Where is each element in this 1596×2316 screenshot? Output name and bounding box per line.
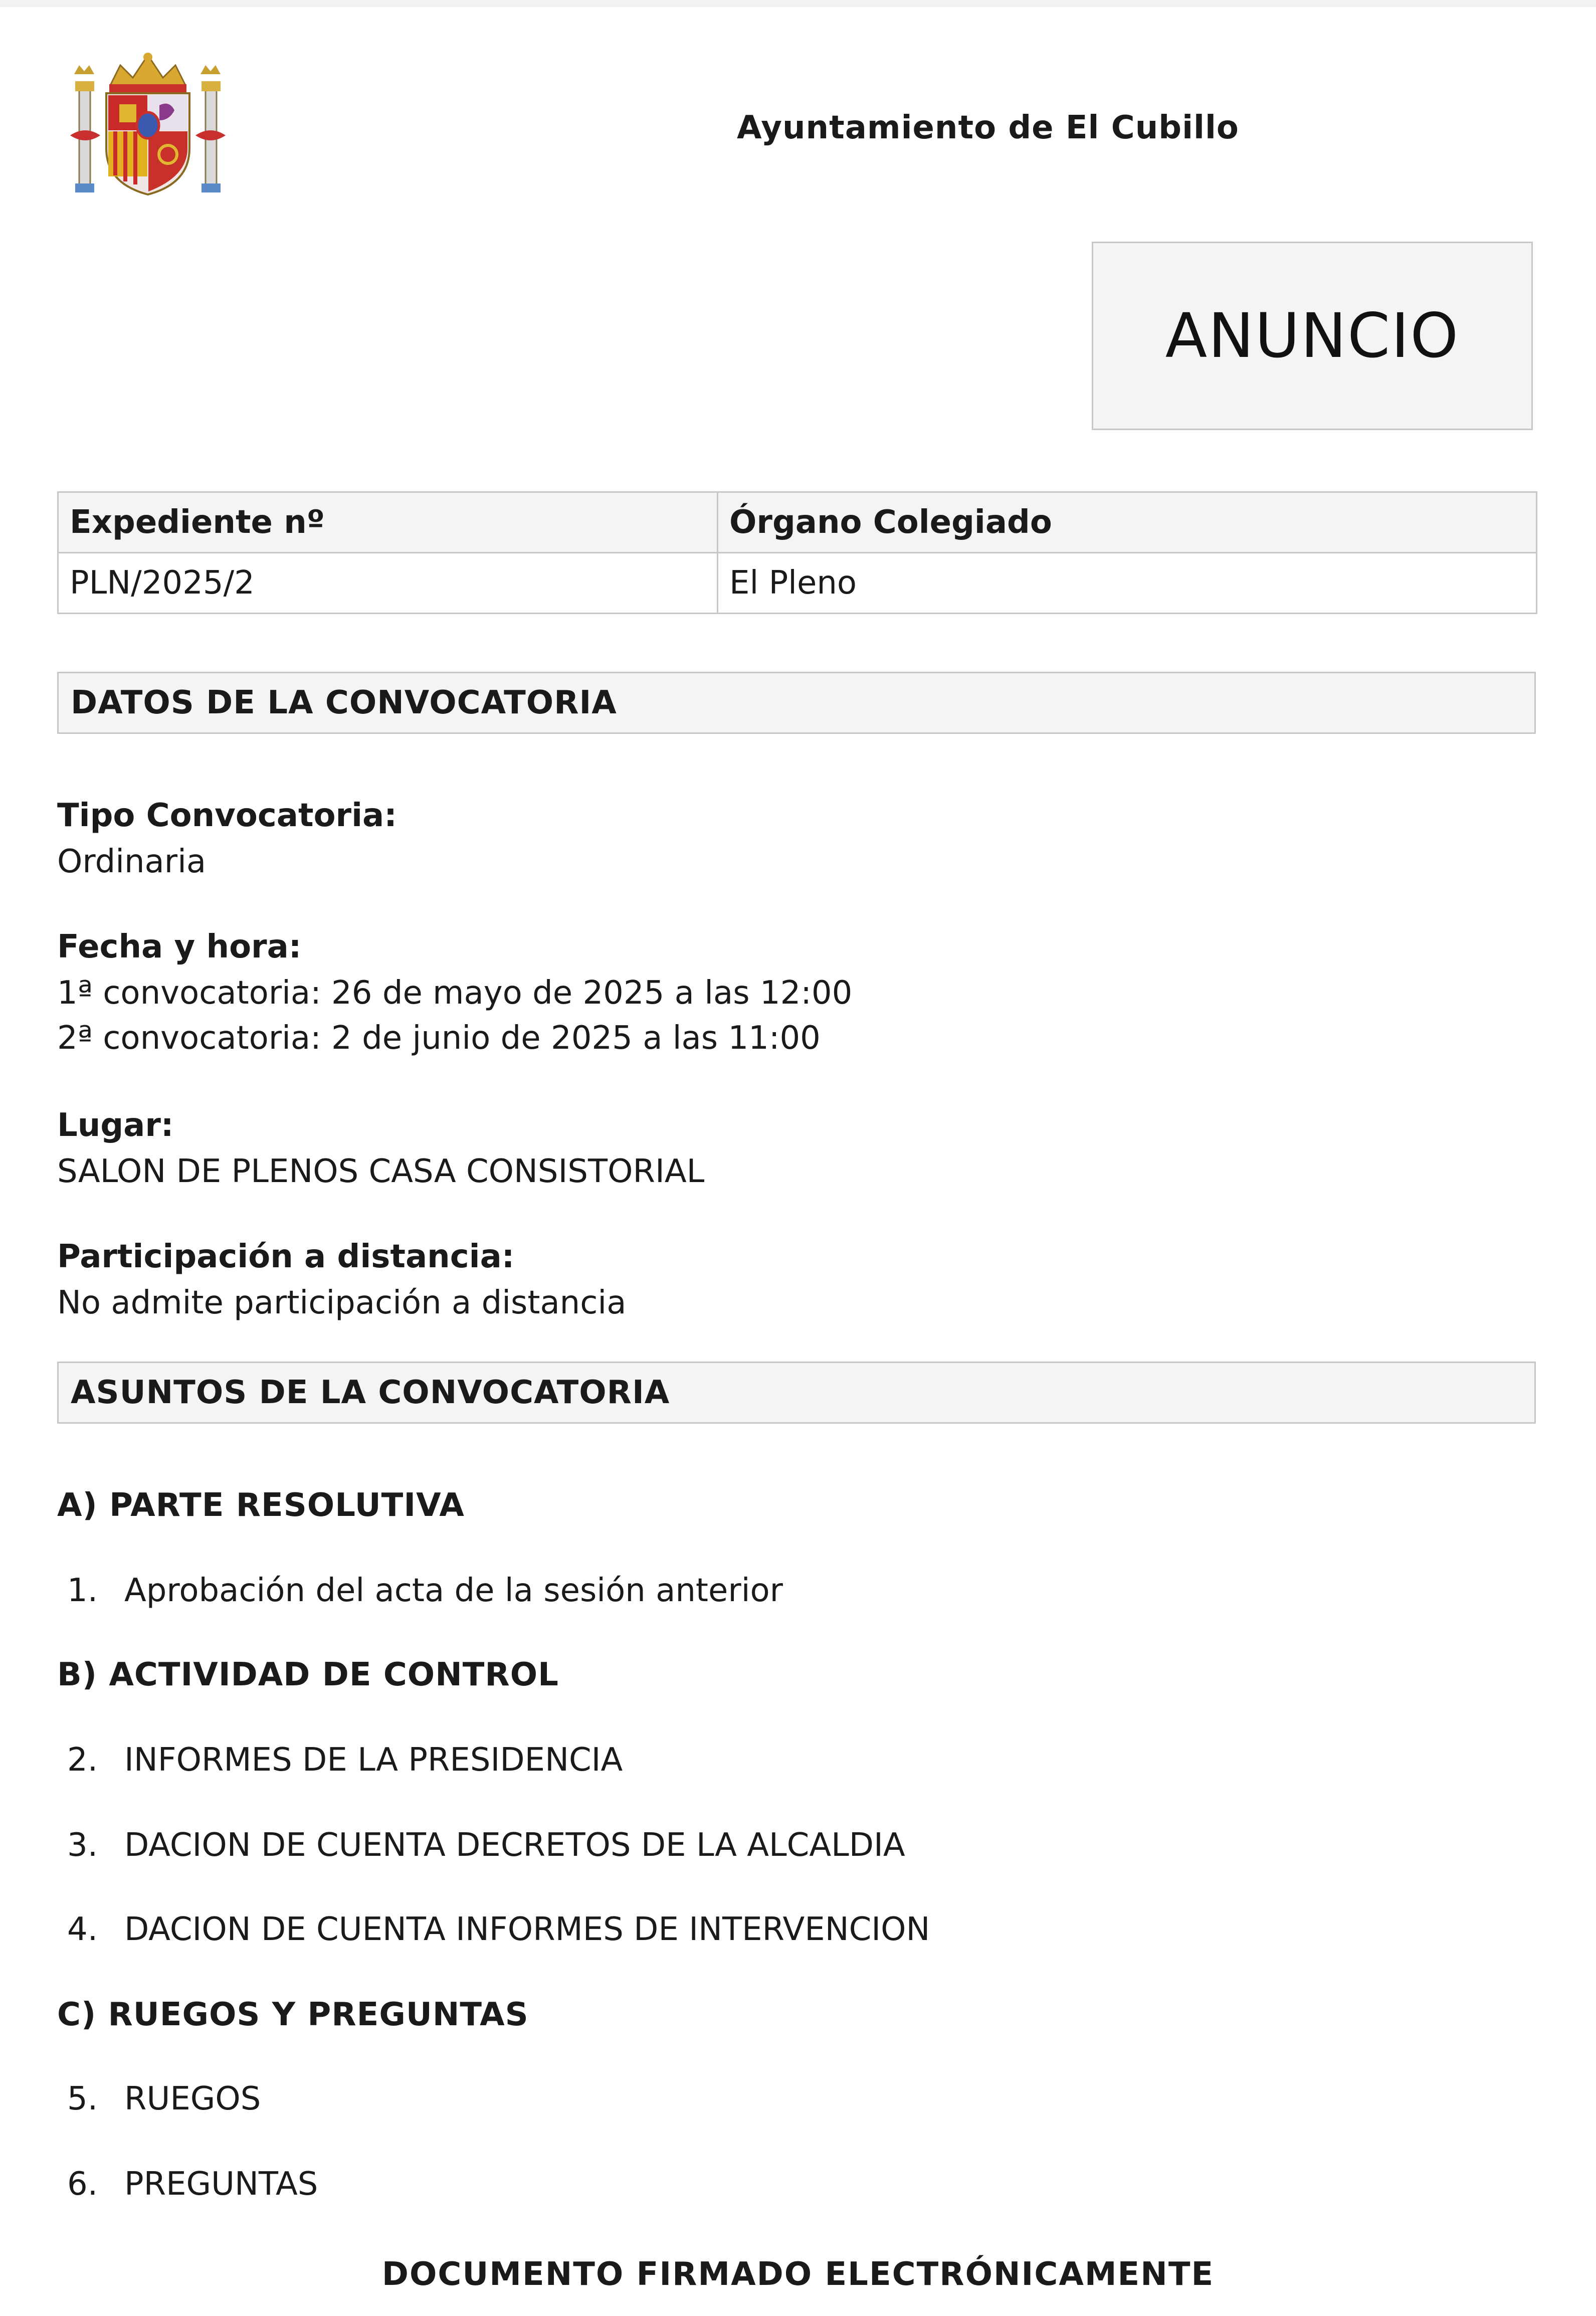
- item-number: 5.: [67, 2080, 98, 2117]
- notice-title-box: [1092, 242, 1533, 430]
- part-c-heading: C) RUEGOS Y PREGUNTAS: [57, 1996, 529, 2033]
- file-info-table: [57, 491, 1537, 614]
- tipo-value: Ordinaria: [57, 843, 207, 880]
- item-number: 6.: [67, 2166, 98, 2203]
- item-number: 4.: [67, 1911, 98, 1948]
- fecha-line-1: 1ª convocatoria: 26 de mayo de 2025 a las 12:00: [57, 975, 853, 1012]
- part-a-heading: A) PARTE RESOLUTIVA: [57, 1487, 465, 1524]
- list-item: [67, 1827, 905, 1864]
- list-item: [67, 2166, 318, 2203]
- notice-title: ANUNCIO: [1165, 300, 1460, 371]
- organization-name: Ayuntamiento de El Cubillo: [737, 109, 1239, 146]
- part-b-heading: B) ACTIVIDAD DE CONTROL: [57, 1656, 559, 1693]
- tipo-label: Tipo Convocatoria:: [57, 797, 397, 834]
- list-item: [67, 1742, 623, 1779]
- participacion-label: Participación a distancia:: [57, 1238, 515, 1275]
- organo-value: El Pleno: [718, 553, 1537, 614]
- list-item: [67, 2080, 261, 2117]
- table-header-row: [58, 492, 1537, 553]
- item-text: RUEGOS: [124, 2080, 261, 2117]
- lugar-value: SALON DE PLENOS CASA CONSISTORIAL: [57, 1153, 705, 1190]
- item-number: 3.: [67, 1827, 98, 1864]
- asuntos-section-title: ASUNTOS DE LA CONVOCATORIA: [57, 1362, 1536, 1424]
- fecha-label: Fecha y hora:: [57, 928, 302, 966]
- expediente-header: Expediente nº: [58, 492, 718, 553]
- item-text: PREGUNTAS: [124, 2166, 318, 2203]
- lugar-label: Lugar:: [57, 1107, 174, 1144]
- organo-header: Órgano Colegiado: [718, 492, 1537, 553]
- item-number: 1.: [67, 1572, 98, 1609]
- list-item: [67, 1572, 783, 1609]
- item-text: DACION DE CUENTA INFORMES DE INTERVENCION: [124, 1911, 930, 1948]
- list-item: [67, 1911, 930, 1948]
- item-text: Aprobación del acta de la sesión anterior: [124, 1572, 783, 1609]
- fecha-line-2: 2ª convocatoria: 2 de junio de 2025 a las 11:00: [57, 1020, 821, 1057]
- top-edge: [0, 0, 1596, 7]
- expediente-value: PLN/2025/2: [58, 553, 718, 614]
- coat-of-arms-icon: [70, 50, 226, 201]
- datos-section-title: DATOS DE LA CONVOCATORIA: [57, 672, 1536, 734]
- item-number: 2.: [67, 1742, 98, 1779]
- item-text: DACION DE CUENTA DECRETOS DE LA ALCALDIA: [124, 1827, 905, 1864]
- electronic-signature-note: DOCUMENTO FIRMADO ELECTRÓNICAMENTE: [381, 2256, 1215, 2293]
- participacion-value: No admite participación a distancia: [57, 1284, 627, 1321]
- item-text: INFORMES DE LA PRESIDENCIA: [124, 1742, 623, 1779]
- table-row: [58, 553, 1537, 614]
